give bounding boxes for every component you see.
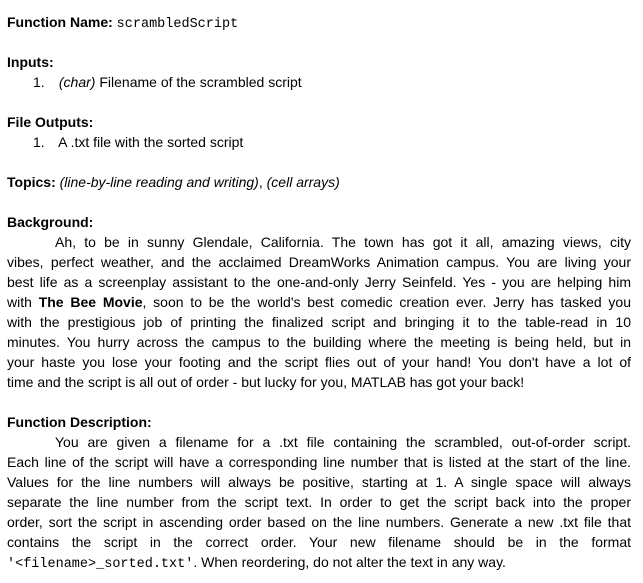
desc-line-7 (7, 552, 631, 572)
function-name-value: scrambledScript (116, 17, 239, 32)
topics-separator: , (258, 174, 267, 190)
background-line-6: minutes. You hurry across the campus to the building where the meeting is being held, but in (7, 334, 631, 350)
file-outputs-list-item (7, 132, 631, 152)
inputs-list-item (7, 72, 631, 92)
background-line-3: best life as a screenplay assistant to the one-and-only Jerry Seinfeld. Yes - you are helping him (7, 274, 631, 290)
document (7, 12, 631, 572)
function-name-line (7, 12, 631, 32)
bee-movie-title: The Bee Movie (38, 294, 143, 310)
topics-line (7, 172, 631, 192)
background-line-1: Ah, to be in sunny Glendale, California. The town has got it all, amazing views, city (55, 234, 631, 250)
desc-line-4: separate the line number from the script text. In order to get the script back into the proper (7, 494, 631, 510)
function-description-heading: Function Description: (7, 414, 152, 430)
desc-line-1: You are given a filename for a .txt file containing the scrambled, out-of-order script. (55, 434, 631, 450)
file-outputs-item-number: 1. (33, 134, 45, 150)
background-line-4-rest: , soon to be the world's best comedic creation ever. Jerry has tasked you (142, 294, 631, 310)
desc-line-2: Each line of the script will have a corresponding line number that is listed at the start of the line. (7, 454, 631, 470)
background-line-5: with the prestigious job of printing the finalized script and bringing it to the table-read in 10 (7, 314, 631, 330)
background-line-8: time and the script is all out of order - but lucky for you, MATLAB has got your back! (7, 374, 525, 390)
background-paragraph (7, 232, 631, 392)
inputs-heading: Inputs: (7, 54, 54, 70)
desc-line-3: Values for the line numbers will always be positive, starting at 1. A single space will always (7, 474, 631, 490)
background-heading: Background: (7, 214, 94, 230)
function-name-label: Function Name: (7, 14, 113, 30)
desc-line-5: order, sort the script in ascending order based on the line numbers. Generate a new .txt file that (7, 514, 631, 530)
topic-cell-arrays: (cell arrays) (266, 174, 340, 190)
background-line-2: vibes, perfect weather, and the acclaimed DreamWorks Animation campus. You are living your (7, 254, 631, 270)
function-description-paragraph (7, 432, 631, 572)
background-line-7: your haste you lose your footing and the script flies out of your hand! You don't have a lot of (7, 354, 631, 370)
desc-line-7-rest: . When reordering, do not alter the text in any way. (193, 554, 506, 570)
inputs-item-text: Filename of the scrambled script (99, 74, 302, 90)
inputs-item-type: (char) (58, 74, 96, 90)
file-outputs-heading: File Outputs: (7, 114, 94, 130)
background-line-4 (7, 292, 631, 312)
topic-line-by-line: (line-by-line reading and writing) (59, 174, 259, 190)
file-outputs-item-text: A .txt file with the sorted script (58, 134, 244, 150)
topics-label: Topics: (7, 174, 56, 190)
inputs-item-number: 1. (33, 74, 45, 90)
desc-line-6: contains the script in the correct order. Your new filename should be in the format (7, 534, 631, 550)
sorted-filename-format: '<filename>_sorted.txt' (7, 557, 194, 572)
background-with-word: with (7, 294, 39, 310)
